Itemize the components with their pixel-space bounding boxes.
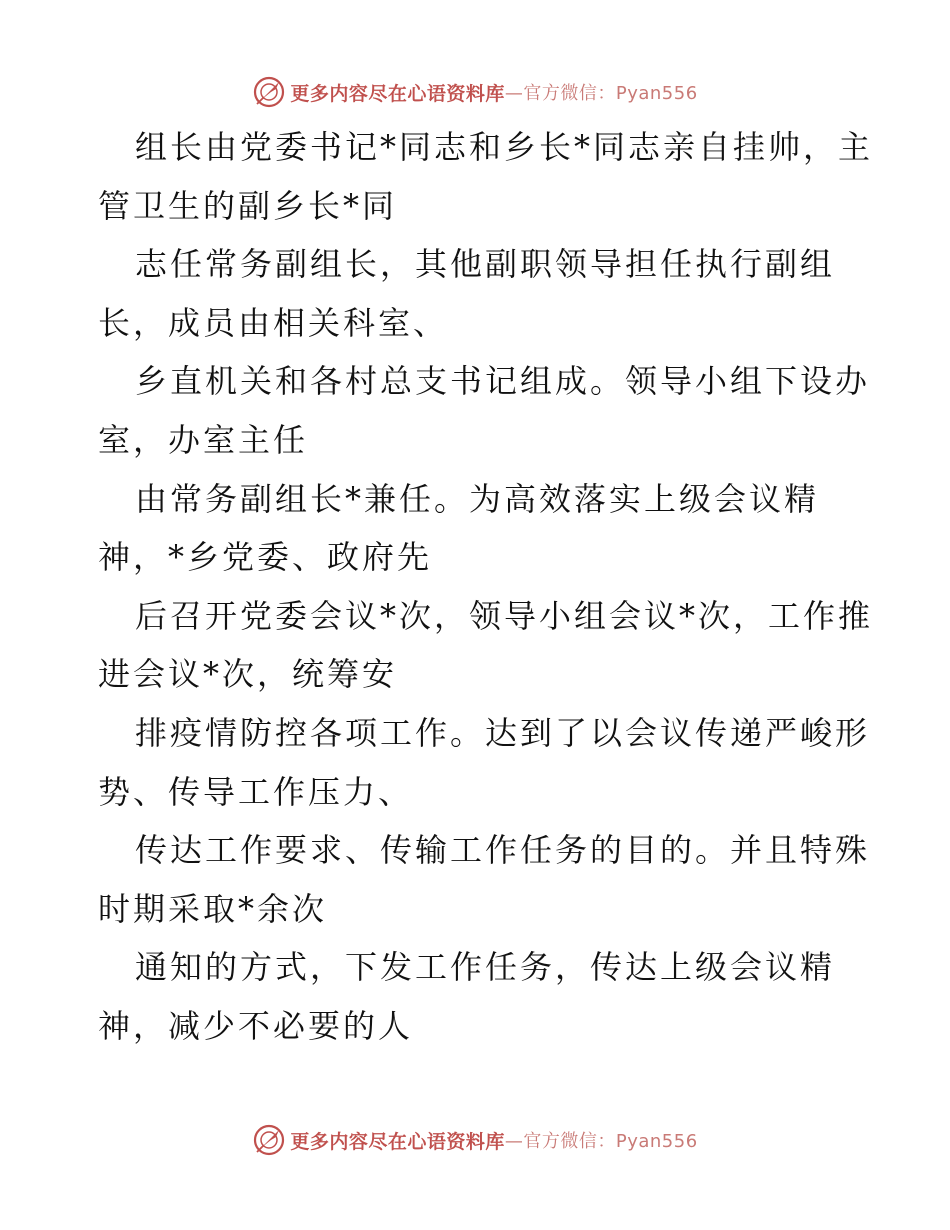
quill-logo-icon: [252, 1123, 286, 1157]
text-line: 势、传导工作压力、: [98, 772, 414, 811]
text-line: 传达工作要求、传输工作任务的目的。并且特殊: [135, 831, 871, 870]
banner-library-text: 更多内容尽在心语资料库: [290, 82, 505, 105]
text-line: 后召开党委会议*次，领导小组会议*次，工作推: [135, 596, 874, 635]
text-line: 乡直机关和各村总支书记组成。领导小组下设办: [135, 362, 871, 401]
text-line: 神，*乡党委、政府先: [98, 538, 433, 577]
text-line: 通知的方式，下发工作任务，传达上级会议精: [135, 948, 836, 987]
text-line: 管卫生的副乡长*同: [98, 186, 398, 225]
text-line: 室，办室主任: [98, 420, 309, 459]
text-line: 由常务副组长*兼任。为高效落实上级会议精: [135, 479, 820, 518]
quill-logo-icon: [252, 75, 286, 109]
text-line: 时期采取*余次: [98, 889, 328, 928]
text-line: 长，成员由相关科室、: [98, 303, 449, 342]
text-line: 进会议*次，统筹安: [98, 655, 398, 694]
text-line: 排疫情防控各项工作。达到了以会议传递严峻形: [135, 713, 871, 752]
banner-wechat-text: —官方微信：Pyan556: [504, 1131, 698, 1152]
document-body: [98, 118, 874, 1056]
banner-wechat-text: —官方微信：Pyan556: [504, 83, 698, 104]
text-line: 志任常务副组长，其他副职领导担任执行副组: [135, 245, 836, 284]
text-line: 组长由党委书记*同志和乡长*同志亲自挂帅，主: [135, 128, 874, 166]
footer-banner: [0, 1120, 950, 1160]
banner-library-text: 更多内容尽在心语资料库: [290, 1130, 505, 1153]
header-banner: [0, 72, 950, 112]
text-line: 神，减少不必要的人: [98, 1006, 414, 1045]
